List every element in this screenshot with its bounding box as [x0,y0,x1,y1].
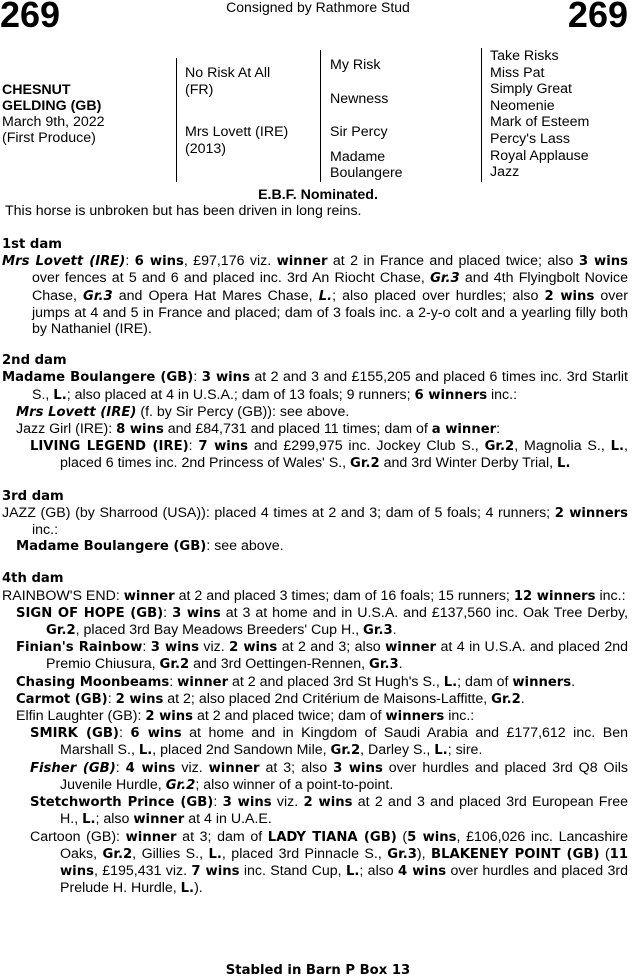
unbroken-note: This horse is unbroken but has been driven in long reins. [5,203,362,219]
lot-number-left: 269 [0,0,61,35]
catalogue-body [2,237,628,897]
section-heading-3rd-dam: 3rd dam [2,488,64,504]
produce-mrs-lovett: Mrs Lovett (IRE) (f. by Sir Percy (GB)): see above. [16,403,350,420]
produce-elfin-laughter: Elfin Laughter (GB): 2 wins at 2 and placed twice; dam of winners inc.: [16,708,475,725]
produce-cartoon: Cartoon (GB): winner at 3; dam of LADY TIANA (GB) (5 wins, £106,026 inc. Lancashire Oaks, Gr.2, Gillies S., L., placed 3rd Pinnacle S., Gr.3), BLAKENEY POINT (GB) (11 wins, £195,431 viz. 7 wins inc. Stand Cup, L.; also 4 wins over hurdles and placed 3rd Prelude H. Hurdle, L.). [30,828,629,897]
produce-smirk: SMIRK (GB): 6 wins at home and in Kingdom of Saudi Arabia and £177,612 inc. Ben Marshall S., L., placed 2nd Sandown Mile, Gr.2, Darley S., L.; sire. [30,725,628,759]
section-heading-1st-dam: 1st dam [2,237,63,252]
foaled-date: March 9th, 2022 [2,114,105,130]
pedigree-sire: No Risk At All (FR) [185,65,271,98]
pedigree-dam: Mrs Lovett (IRE) (2013) [185,124,289,157]
second-dam-entry: Madame Boulangere (GB): 3 wins at 2 and 3 and £155,205 and placed 6 times inc. 3rd Starlit S., L.; also placed at 4 in U.S.A.; dam of 13 foals; 9 runners; 6 winners inc.: [2,369,628,403]
third-dam-entry: JAZZ (GB) (by Sharrood (USA)): placed 4 times at 2 and 3; dam of 5 foals; 4 runners; 2 winners inc.: [2,504,628,539]
produce-sign-of-hope: SIGN OF HOPE (GB): 3 wins at 3 at home and in U.S.A. and £137,560 inc. Oak Tree Derby, Gr.2, placed 3rd Bay Meadows Breeders' Cup H., Gr.3. [16,604,629,639]
lot-number-right: 269 [567,0,628,35]
section-heading-4th-dam: 4th dam [2,571,64,587]
pedigree-divider-2 [320,50,321,182]
ebf-nominated: E.B.F. Nominated. [258,187,378,203]
pedigree-divider-3 [481,48,482,182]
horse-colour: CHESNUT [2,82,71,98]
produce-stetchworth-prince: Stetchworth Prince (GB): 3 wins viz. 2 wins at 2 and 3 and placed 3rd European Free H., L.; also winner at 4 in U.A.E. [30,794,628,828]
stabling-info: Stabled in Barn P Box 13 [225,963,411,978]
horse-description [2,82,105,146]
produce-jazz-girl: Jazz Girl (IRE): 8 wins and £84,731 and placed 11 times; dam of a winner: [16,421,501,438]
produce-madame-boulangere: Madame Boulangere (GB): see above. [16,538,284,555]
consignor: Consigned by Rathmore Stud [226,0,410,15]
produce-finians-rainbow: Finian's Rainbow: 3 wins viz. 2 wins at 2 and 3; also winner at 4 in U.S.A. and placed 2nd Premio Chiusura, Gr.2 and 3rd Oettingen-Rennen, Gr.3. [16,639,628,673]
pedigree-gen2: My Risk Newness Sir Percy Madame Boulangere [330,57,403,182]
pedigree-divider-1 [176,58,177,182]
pedigree-gen3: Take Risks Miss Pat Simply Great Neomenie Mark of Esteem Percy's Lass Royal Applause Jazz [490,48,590,181]
produce-living-legend: LIVING LEGEND (IRE): 7 wins and £299,975 inc. Jockey Club S., Gr.2, Magnolia S., L., placed 6 times inc. 2nd Princess of Wales' S., Gr.2 and 3rd Winter Derby Trial, L. [30,438,628,472]
first-dam-entry: Mrs Lovett (IRE): 6 wins, £97,176 viz. winner at 2 in France and placed twice; also 3 wins over fences at 5 and 6 and placed inc. 3rd An Riocht Chase, Gr.3 and 4th Flyingbolt Novice Chase, Gr.3 and Opera Hat Mares Chase, L.; also placed over hurdles; also 2 wins over jumps at 4 and 5 in France and placed; dam of 3 foals inc. a 2-y-o colt and a yearling filly both by Nathaniel (IRE). [2,253,628,338]
fourth-dam-entry: RAINBOW'S END: winner at 2 and placed 3 times; dam of 16 foals; 15 runners; 12 winners inc.: [2,587,626,604]
produce-carmot: Carmot (GB): 2 wins at 2; also placed 2nd Critérium de Maisons-Laffitte, Gr.2. [16,690,525,707]
produce-fisher: Fisher (GB): 4 wins viz. winner at 3; also 3 wins over hurdles and placed 3rd Q8 Oils Juvenile Hurdle, Gr.2; also winner of a point-to-point. [30,759,628,793]
horse-sex: GELDING (GB) [2,98,102,114]
produce-note: (First Produce) [2,130,96,146]
section-heading-2nd-dam: 2nd dam [2,353,67,369]
produce-chasing-moonbeams: Chasing Moonbeams: winner at 2 and placed 3rd St Hugh's S., L.; dam of winners. [16,673,576,690]
